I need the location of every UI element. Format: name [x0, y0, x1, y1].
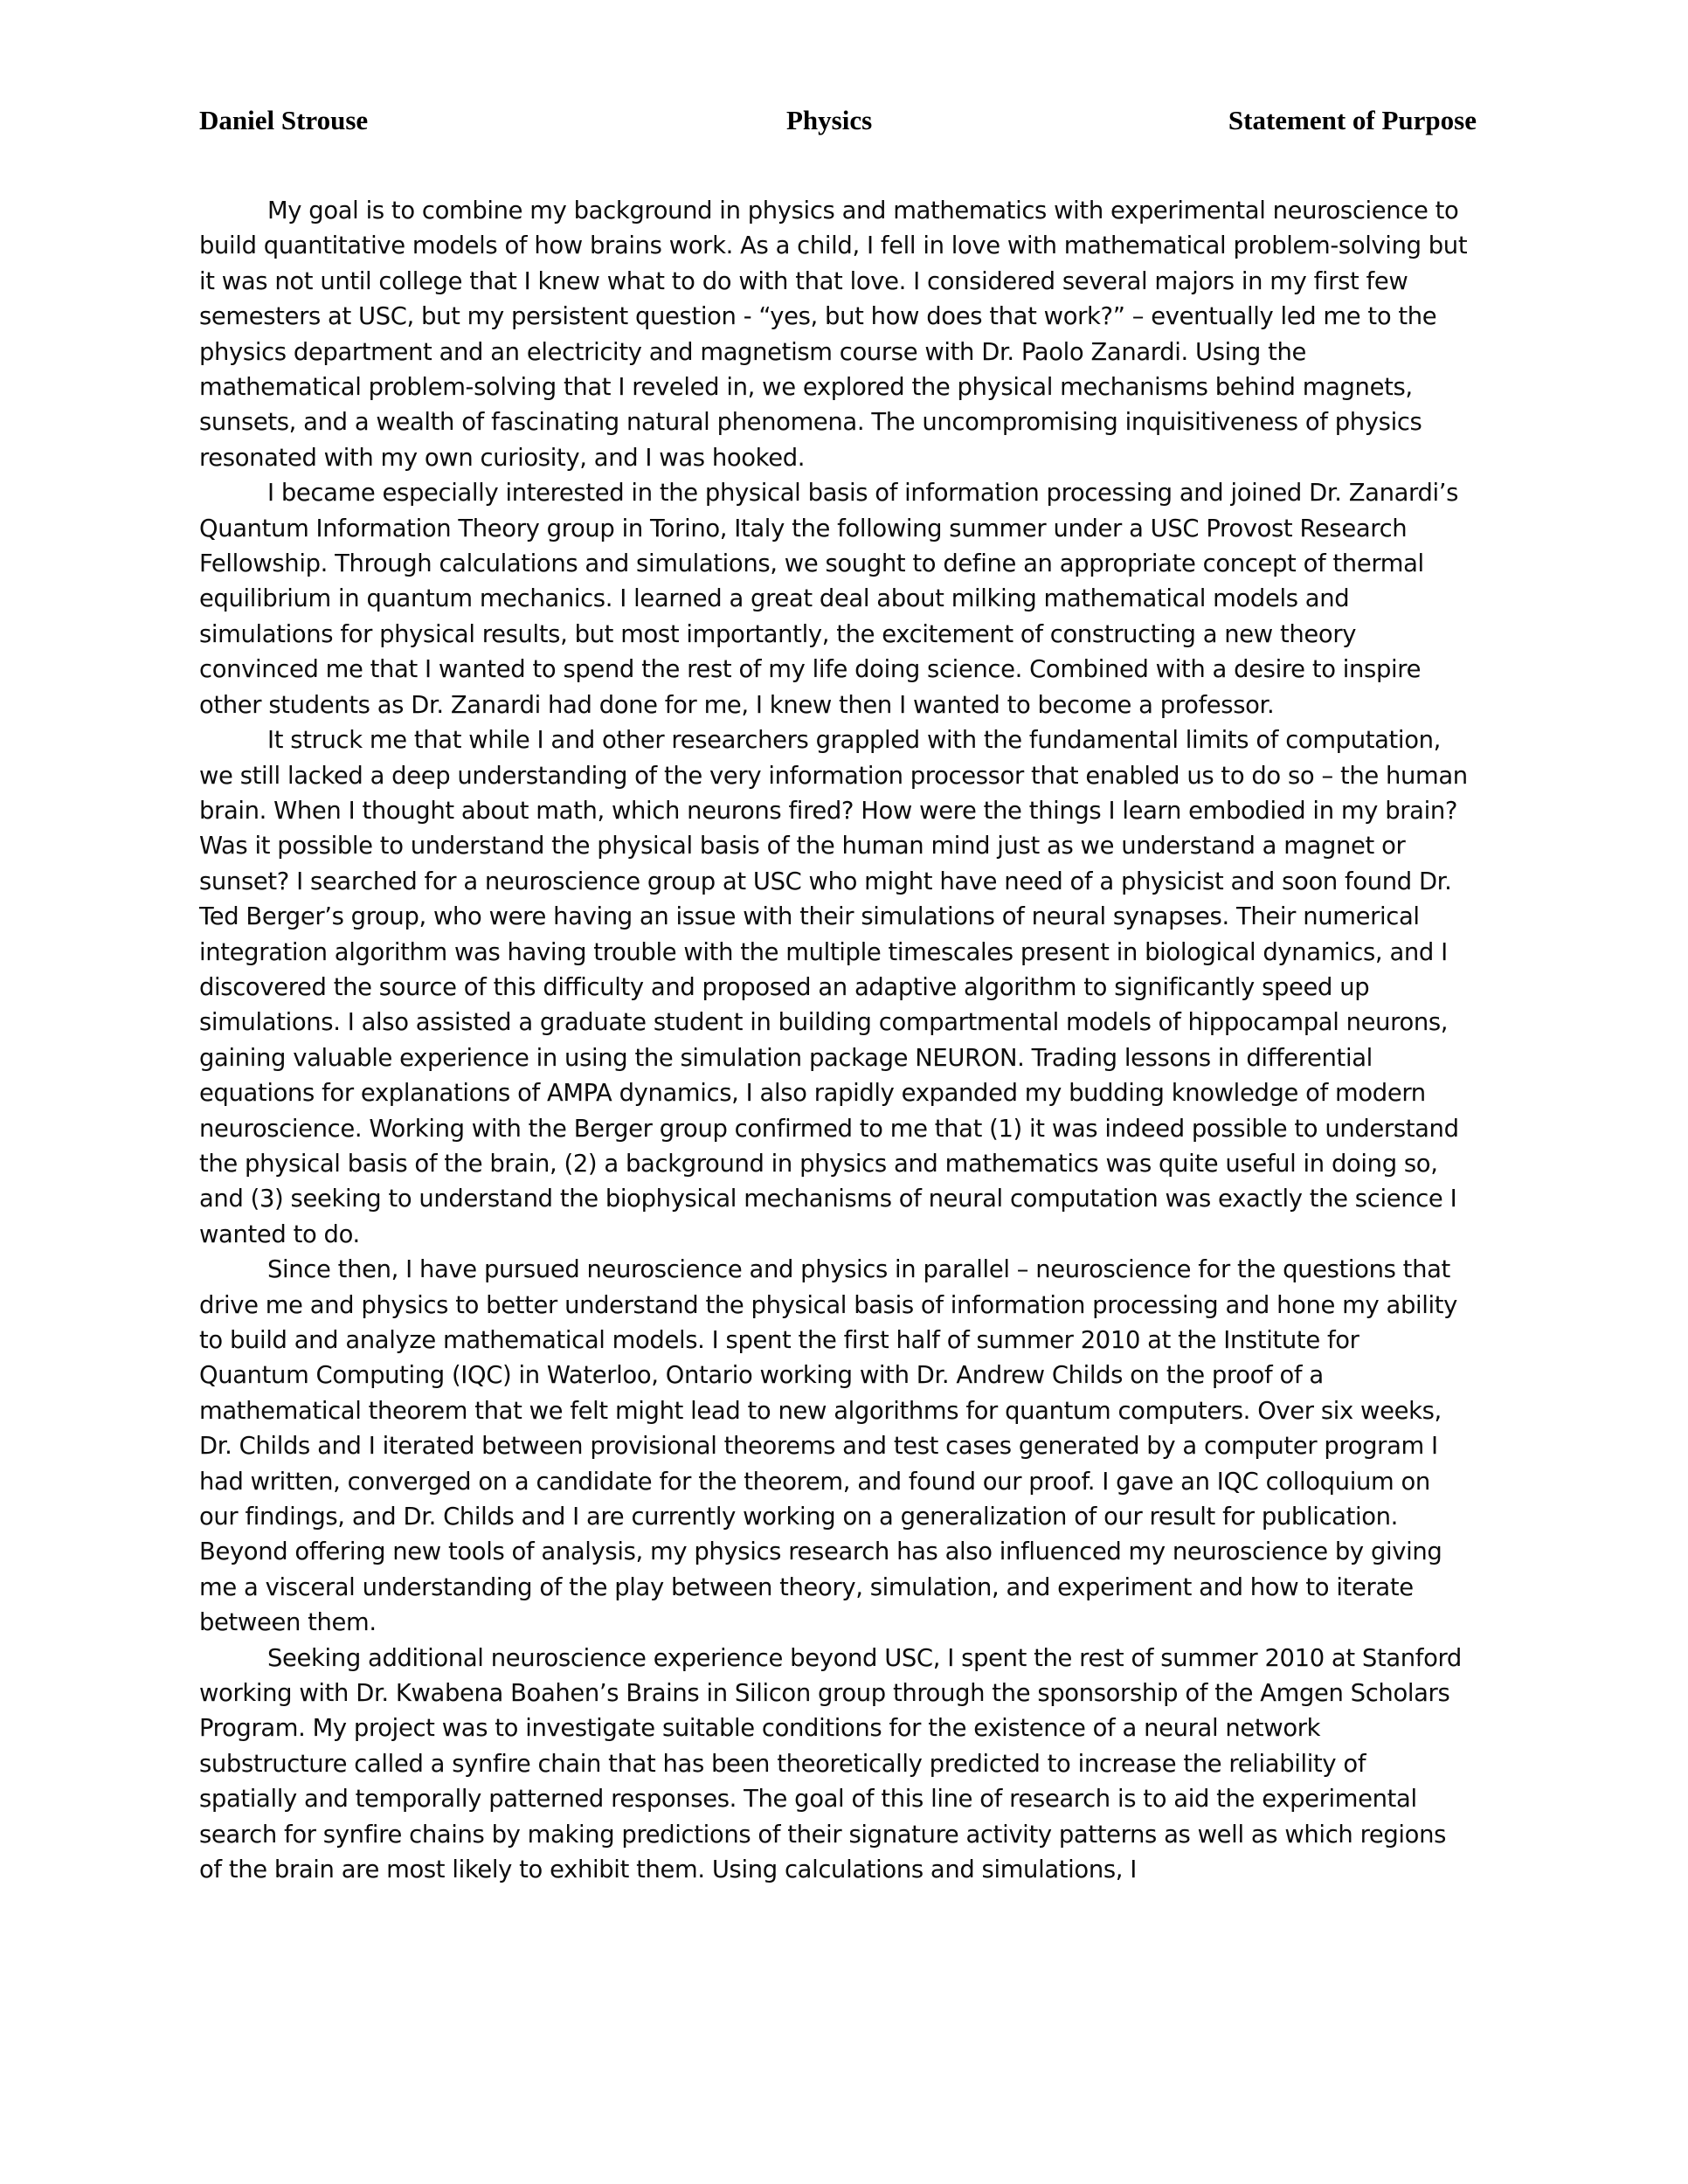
- body-paragraph: Since then, I have pursued neuroscience and physics in parallel – neuroscience for the questions that drive me and physics to better understand the physical basis of information processing and hone my ability to build and analyze mathematical models. I spent the first half of summer 2010 at the Institute for Quantum Computing (IQC) in Waterloo, Ontario working with Dr. Andrew Childs on the proof of a mathematical theorem that we felt might lead to new algorithms for quantum computers. Over six weeks, Dr. Childs and I iterated between provisional theorems and test cases generated by a computer program I had written, converged on a candidate for the theorem, and found our proof. I gave an IQC colloquium on our findings, and Dr. Childs and I are currently working on a generalization of our result for publication. Beyond offering new tools of analysis, my physics research has also influenced my neuroscience by giving me a visceral understanding of the play between theory, simulation, and experiment and how to iterate between them.: [199, 1256, 1458, 1637]
- body-paragraph: It struck me that while I and other researchers grappled with the fundamental limits of computation, we still lacked a deep understanding of the very information processor that enabled us to do so – the human brain. When I thought about math, which neurons fired? How were the things I learn embodied in my brain? Was it possible to understand the physical basis of the human mind just as we understand a magnet or sunset? I searched for a neuroscience group at USC who might have need of a physicist and soon found Dr. Ted Berger’s group, who were having an issue with their simulations of neural synapses. Their numerical integration algorithm was having trouble with the multiple timescales present in biological dynamics, and I discovered the source of this difficulty and proposed an adaptive algorithm to significantly speed up simulations. I also assisted a graduate student in building compartmental models of hippocampal neurons, gaining valuable experience in using the simulation package NEURON. Trading lessons in differential equations for explanations of AMPA dynamics, I also rapidly expanded my budding knowledge of modern neuroscience. Working with the Berger group confirmed to me that (1) it was indeed possible to understand the physical basis of the brain, (2) a background in physics and mathematics was quite useful in doing so, and (3) seeking to understand the biophysical mechanisms of neural computation was exactly the science I wanted to do.: [199, 727, 1468, 1248]
- running-header: [199, 103, 1477, 143]
- document-body: [199, 194, 1468, 1889]
- header-document-title: Statement of Purpose: [1228, 105, 1477, 135]
- header-field-title: Physics: [786, 105, 873, 135]
- body-paragraph: Seeking additional neuroscience experience beyond USC, I spent the rest of summer 2010 at Stanford working with Dr. Kwabena Boahen’s Brains in Silicon group through the sponsorship of the Amgen Scholars Program. My project was to investigate suitable conditions for the existence of a neural network substructure called a synfire chain that has been theoretically predicted to increase the reliability of spatially and temporally patterned responses. The goal of this line of research is to aid the experimental search for synfire chains by making predictions of their signature activity patterns as well as which regions of the brain are most likely to exhibit them. Using calculations and simulations, I: [199, 1644, 1462, 1884]
- body-paragraph: I became especially interested in the physical basis of information processing and joined Dr. Zanardi’s Quantum Information Theory group in Torino, Italy the following summer under a USC Provost Research Fellowship. Through calculations and simulations, we sought to define an appropriate concept of thermal equilibrium in quantum mechanics. I learned a great deal about milking mathematical models and simulations for physical results, but most importantly, the excitement of constructing a new theory convinced me that I wanted to spend the rest of my life doing science. Combined with a desire to inspire other students as Dr. Zanardi had done for me, I knew then I wanted to become a professor.: [199, 480, 1459, 719]
- body-paragraph: My goal is to combine my background in physics and mathematics with experimental neuroscience to build quantitative models of how brains work. As a child, I fell in love with mathematical problem-solving but it was not until college that I knew what to do with that love. I considered several majors in my first few semesters at USC, but my persistent question - “yes, but how does that work?” – eventually led me to the physics department and an electricity and magnetism course with Dr. Paolo Zanardi. Using the mathematical problem-solving that I reveled in, we explored the physical mechanisms behind magnets, sunsets, and a wealth of fascinating natural phenomena. The uncompromising inquisitiveness of physics resonated with my own curiosity, and I was hooked.: [199, 197, 1468, 472]
- header-author-name: Daniel Strouse: [199, 105, 369, 135]
